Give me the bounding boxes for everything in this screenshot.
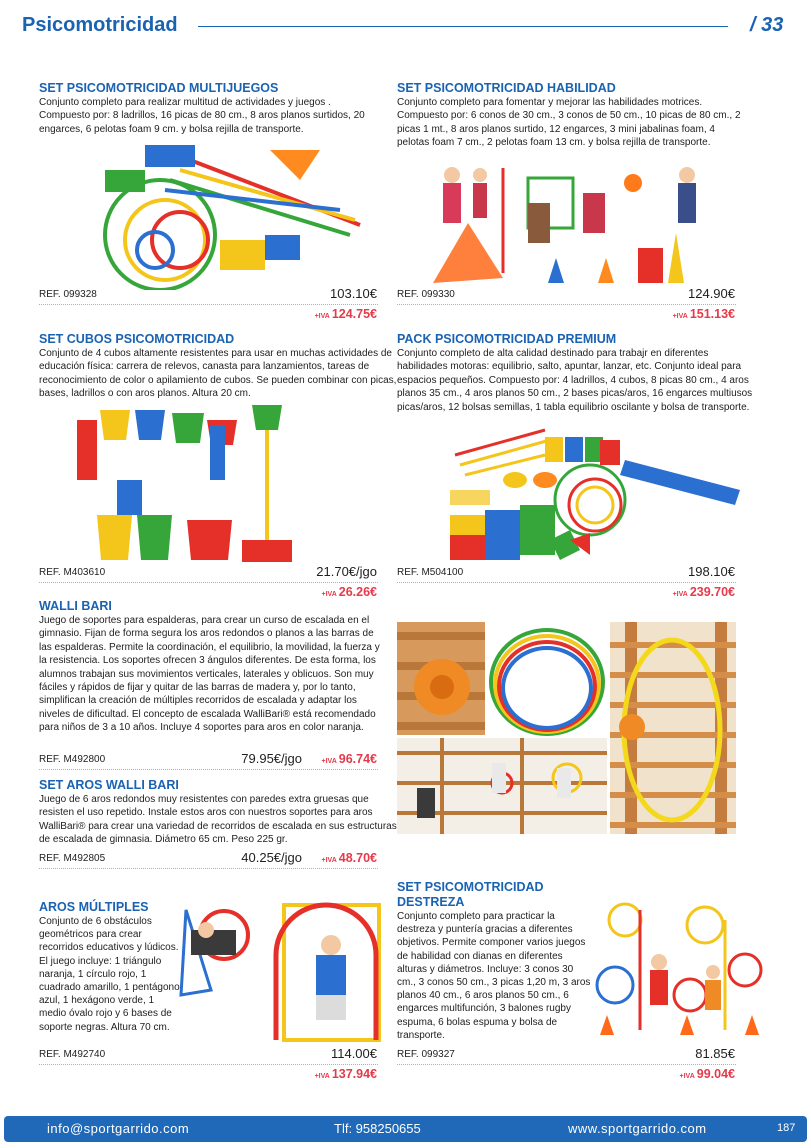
price-with-vat: +IVA 26.26€ bbox=[321, 585, 377, 599]
ref-code: REF. 099328 bbox=[39, 289, 97, 300]
divider bbox=[39, 304, 378, 305]
product-description: Conjunto de 4 cubos altamente resistentes para usar en muchas actividades de educación física: carrera de relevos, canasta para lanzamientos, tareas de reconocimiento de color o apilamiento de cubos. Se pueden combinar con picas, bases, ladrillos o con aros planos. Altura 20 cm. bbox=[39, 348, 397, 400]
product-multijuegos bbox=[39, 81, 379, 136]
ref-code: REF. M492805 bbox=[39, 853, 106, 864]
product-description: Conjunto completo para fomentar y mejorar las habilidades motrices. Compuesto por: 6 conos de 30 cm., 3 conos de 50 cm., 10 picas de 80 cm., 2 picas 1 mt., 8 aros planos surtido, 12 engarces, 3 mini jabalinas foam, 4 pelotas foam 7 cm., 2 pelotas foam 13 cm. y bolsa rejilla de transporte. bbox=[397, 97, 741, 149]
price-with-vat: +IVA 48.70€ bbox=[321, 851, 377, 865]
ref-code: REF. M504100 bbox=[397, 567, 464, 578]
product-description: Conjunto de 6 obstáculos geométricos para crear recorridos educativos y lúdicos. El juego incluye: 1 triángulo naranja, 1 círculo rojo, 1 cuadrado amarillo, 1 pentágono azul, 1 hexágono verde, 1 medio óvalo rojo y 6 bases de soporte negras. Altura 70 cm. bbox=[39, 916, 180, 1033]
image-walli-climbing bbox=[397, 738, 607, 834]
divider bbox=[397, 1064, 736, 1065]
product-description: Conjunto completo para realizar multitud de actividades y juegos . Compuesto por: 8 ladrillos, 16 picas de 80 cm., 8 aros planos surtidos, 20 engarces, 6 pelotas foam 9 cm. y bolsa rejilla de transporte. bbox=[39, 97, 365, 135]
product-description: Conjunto completo para practicar la destreza y puntería gracias a diferentes objetivos. Permite componer varios juegos de habilidad con dianas en diferentes alturas y diámetros. Incluye: 3 conos 30 cm., 3 conos 50 cm., 3 picas 1,20 m, 3 aros planos 40 cm., 6 aros planos 50 cm., 6 engarces multifunción, 3 balones rugby espuma, 6 bolas espuma y bolsa de transporte. bbox=[397, 911, 591, 1041]
image-walli-support bbox=[397, 622, 485, 735]
ref-code: REF. 099327 bbox=[397, 1049, 455, 1060]
product-walli-bari bbox=[39, 599, 384, 735]
product-habilidad bbox=[397, 81, 747, 150]
divider bbox=[39, 1064, 378, 1065]
ref-code: REF. M492740 bbox=[39, 1049, 106, 1060]
price-with-vat: +IVA 151.13€ bbox=[672, 307, 735, 321]
image-walli-wallbars bbox=[610, 622, 736, 834]
footer-website[interactable]: www.sportgarrido.com bbox=[568, 1121, 707, 1136]
price-with-vat: +IVA 239.70€ bbox=[672, 585, 735, 599]
product-image-cubos bbox=[72, 405, 312, 565]
product-premium bbox=[397, 332, 759, 414]
product-destreza bbox=[397, 880, 593, 1042]
divider bbox=[39, 582, 378, 583]
footer-email[interactable]: info@sportgarrido.com bbox=[47, 1121, 190, 1136]
product-image-habilidad bbox=[428, 163, 718, 291]
price: 124.90€ bbox=[688, 286, 735, 301]
product-image-aros-multiples bbox=[176, 900, 381, 1045]
product-aros-multiples bbox=[39, 900, 181, 1034]
footer-bar bbox=[4, 1116, 807, 1142]
ref-code: REF. 099330 bbox=[397, 289, 455, 300]
price-with-vat: +IVA 99.04€ bbox=[679, 1067, 735, 1081]
image-walli-hoops bbox=[487, 622, 607, 740]
divider bbox=[39, 868, 378, 869]
price-with-vat: +IVA 96.74€ bbox=[321, 752, 377, 766]
product-image-premium bbox=[445, 415, 745, 565]
page-number: 187 bbox=[777, 1122, 796, 1134]
price: 103.10€ bbox=[330, 286, 377, 301]
product-description: Juego de soportes para espalderas, para crear un curso de escalada en el gimnasio. Fijan de forma segura los aros redondos o planos a las barras de las espalderas. Permite la coordinación, el equilibrio, la movilidad, la fuerza y la resistencia. Los soportes ofrecen 3 ángulos diferentes. De esta forma, los alumnos trabajan sus movimientos verticales, laterales y oblicuos. Son muy fáciles y rápidos de fijar y quitar de las barras de madera y, por lo tanto, simplifican la creación de múltiples recorridos de escalada y adaptar los niveles de dificultad. El concepto de escalada WalliBari® está recomendado para niños de 3 a 10 años. Incluye 4 soportes para aros en color naranja. bbox=[39, 615, 380, 734]
price-with-vat: +IVA 137.94€ bbox=[314, 1067, 377, 1081]
product-title: WALLI BARI bbox=[39, 599, 112, 613]
price: 79.95€/jgo bbox=[241, 751, 302, 766]
product-title: AROS MÚLTIPLES bbox=[39, 900, 149, 914]
product-description: Juego de 6 aros redondos muy resistentes con paredes extra gruesas que resisten el uso repetido. Instale estos aros con nuestros soportes para aros WalliBari® para crear una variedad de recorridos de escalada en sus estructuras de escalada de gimnasia. Diámetro 65 cm. Peso 225 gr. bbox=[39, 794, 397, 846]
price: 81.85€ bbox=[695, 1046, 735, 1061]
price: 40.25€/jgo bbox=[241, 850, 302, 865]
product-title: SET PSICOMOTRICIDAD MULTIJUEGOS bbox=[39, 81, 279, 95]
price: 114.00€ bbox=[330, 1046, 377, 1061]
product-title: SET CUBOS PSICOMOTRICIDAD bbox=[39, 332, 235, 346]
product-title: SET PSICOMOTRICIDAD DESTREZA bbox=[397, 880, 544, 909]
price: 21.70€/jgo bbox=[316, 564, 377, 579]
divider bbox=[39, 769, 378, 770]
ref-code: REF. M403610 bbox=[39, 567, 106, 578]
product-aros-walli-bari bbox=[39, 778, 401, 847]
page-title: Psicomotricidad bbox=[22, 14, 178, 36]
divider bbox=[397, 582, 736, 583]
product-image-multijuegos bbox=[70, 140, 370, 290]
product-image-destreza bbox=[595, 900, 765, 1040]
section-page-number: / 33 bbox=[750, 14, 784, 36]
footer-phone: Tlf: 958250655 bbox=[334, 1121, 421, 1136]
product-description: Conjunto completo de alta calidad destinado para trabajr en diferentes habilidades motoras: equilibrio, salto, apuntar, lanzar, etc. Conjunto ideal para espacios pequeños. Compuesto por: 4 ladrillos, 4 cubos, 8 picas 80 cm., 4 aros planos 35 cm., 4 aros planos 50 cm., 2 bases picas/aros, 16 engarces multiusos picas/aros, 12 bolsas semillas, 1 tabla equilibrio oscilante y bolsa de transporte. bbox=[397, 348, 753, 413]
product-title: PACK PSICOMOTRICIDAD PREMIUM bbox=[397, 332, 617, 346]
price: 198.10€ bbox=[688, 564, 735, 579]
header-rule bbox=[198, 26, 728, 27]
divider bbox=[397, 304, 736, 305]
product-cubos bbox=[39, 332, 401, 401]
product-title: SET PSICOMOTRICIDAD HABILIDAD bbox=[397, 81, 616, 95]
ref-code: REF. M492800 bbox=[39, 754, 106, 765]
price-with-vat: +IVA 124.75€ bbox=[314, 307, 377, 321]
product-title: SET AROS WALLI BARI bbox=[39, 778, 179, 792]
